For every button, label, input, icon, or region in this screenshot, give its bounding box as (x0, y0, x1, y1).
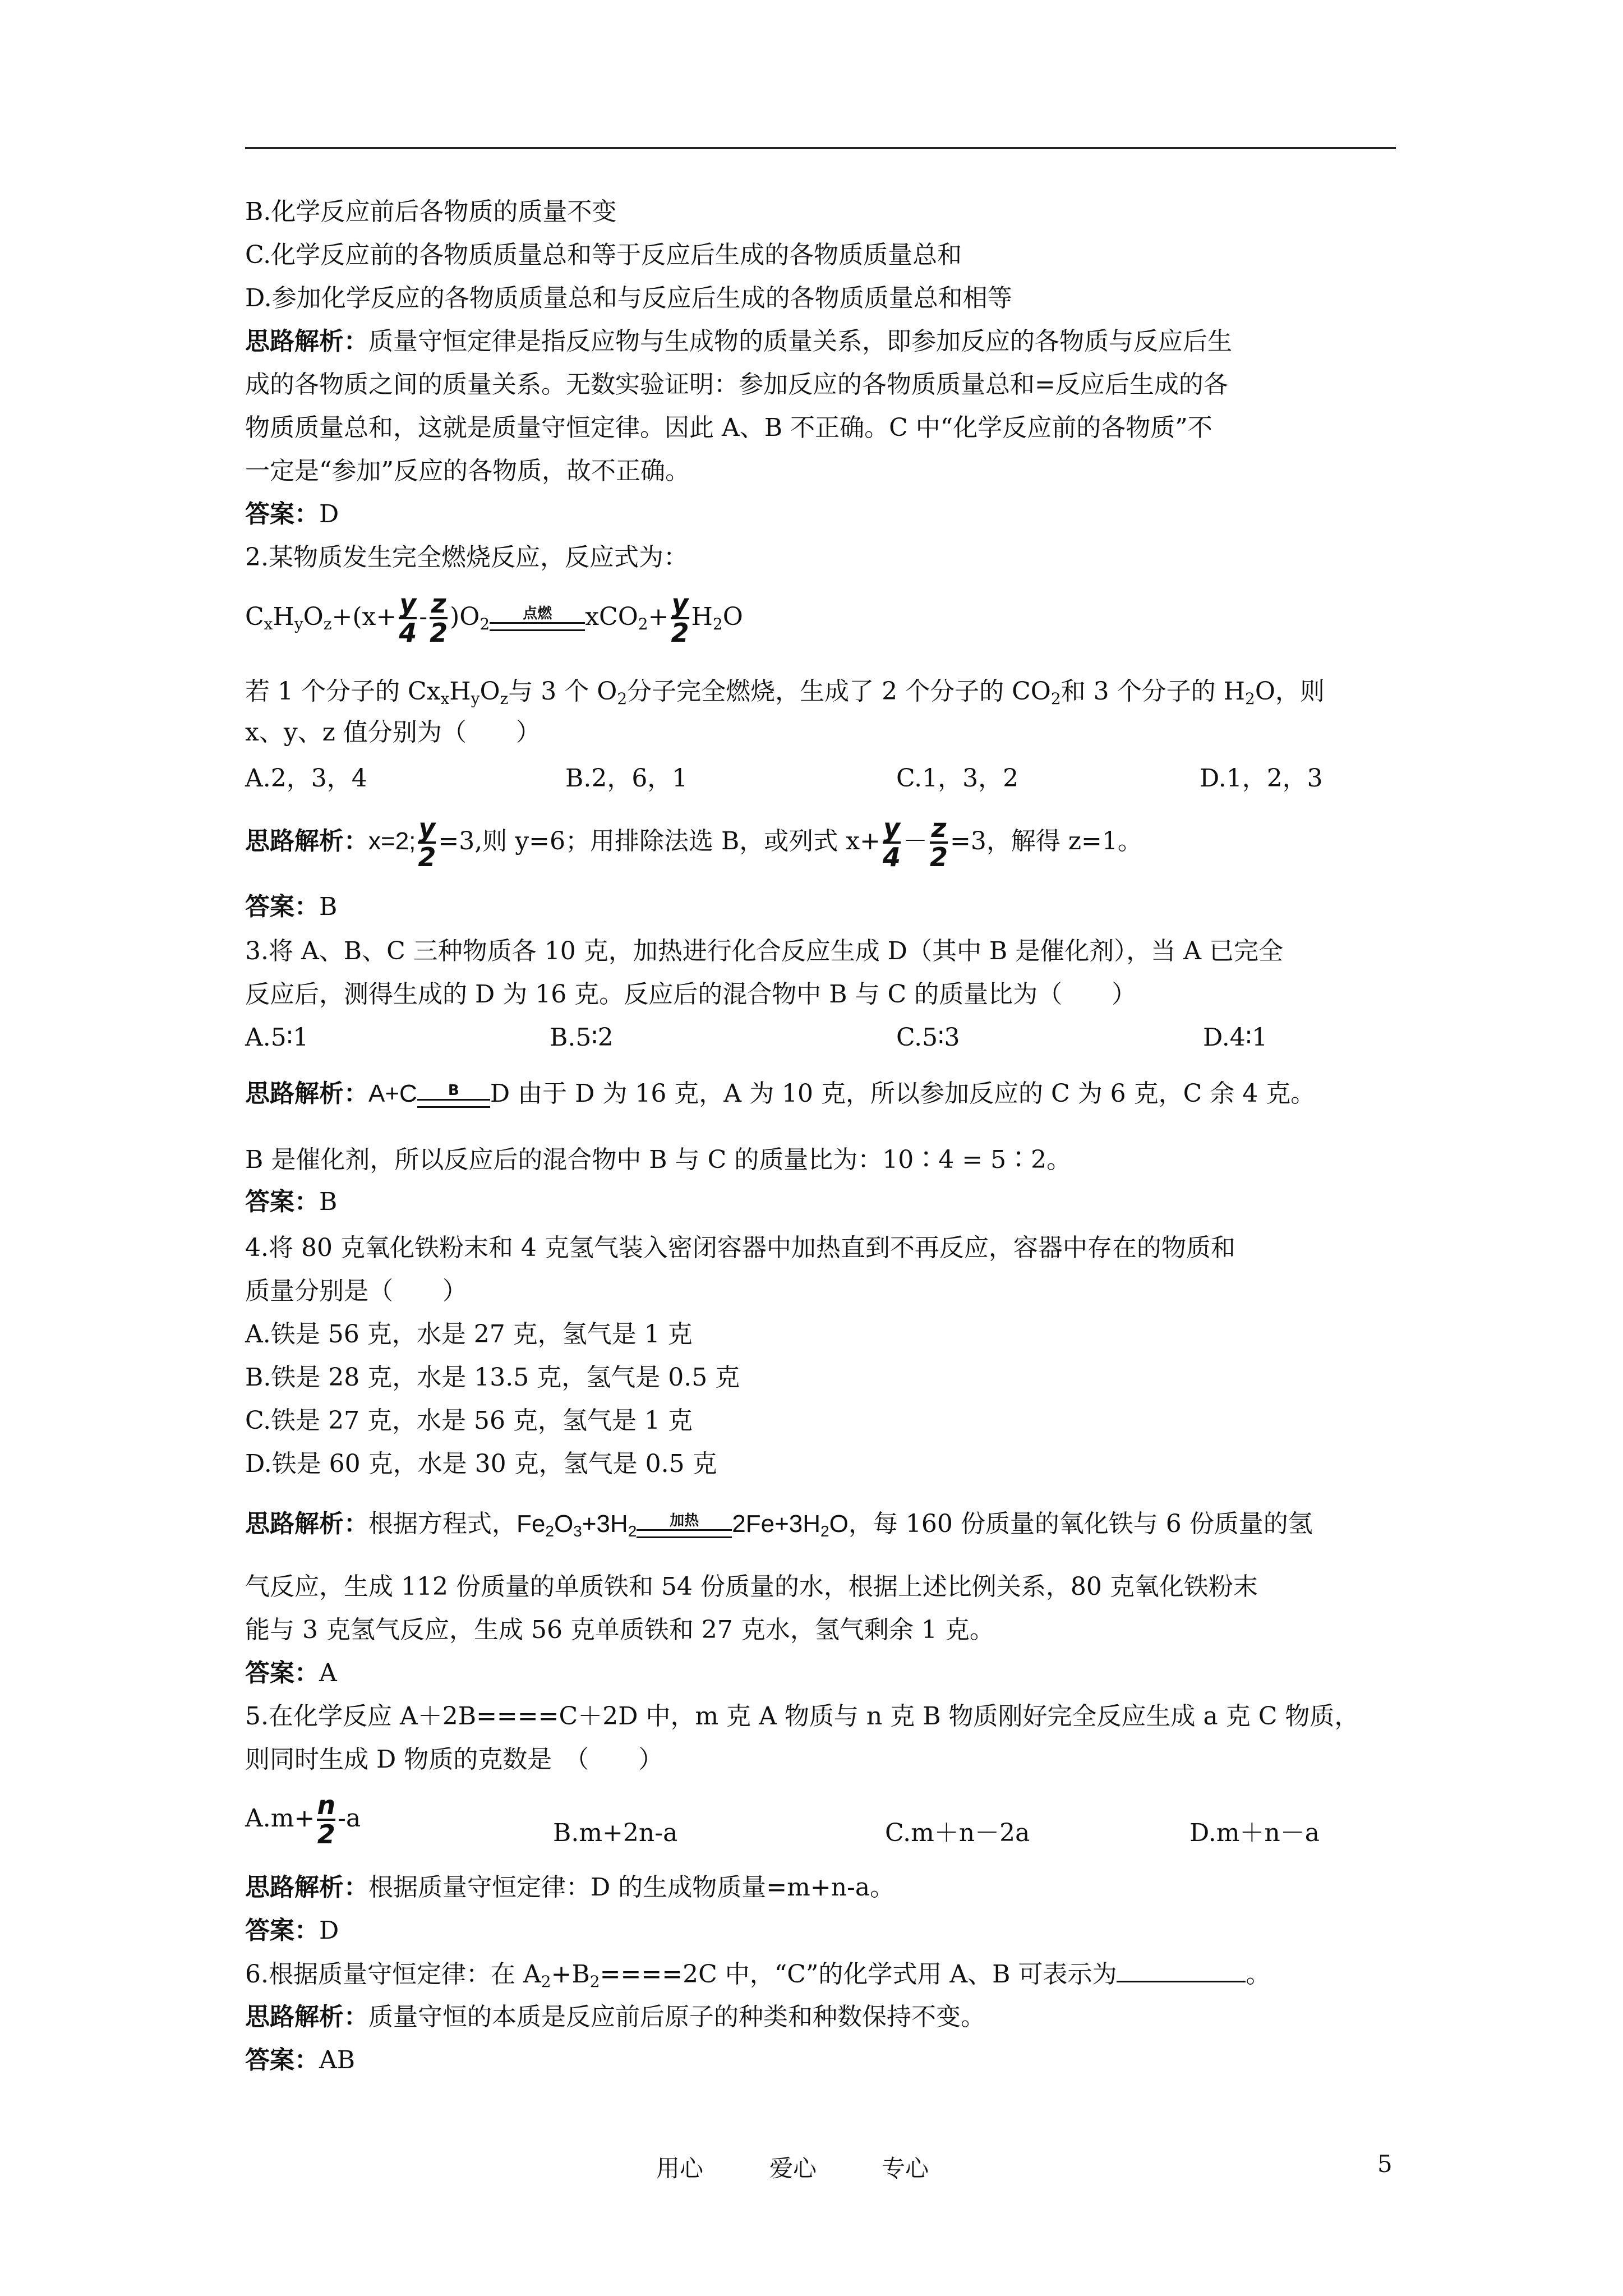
analysis-1-line-1: 思路解析：质量守恒定律是指反应物与生成物的质量关系，即参加反应的各物质与反应后生 (245, 327, 1232, 356)
option-b: B.化学反应前后各物质的质量不变 (245, 197, 617, 226)
analysis-1-line-4: 一定是“参加”反应的各物质，故不正确。 (245, 457, 690, 485)
analysis-2: 思路解析：x=2; $\frac{y}{2}$ =3,则 y=6；用排除法选 B，或列式 x+ $\frac{y}{4}$ － $\frac{z}{2}$ =3，解得 z=1。 (245, 813, 1142, 873)
page-number: 5 (1377, 2150, 1393, 2178)
catalyst-condition: B (417, 1083, 490, 1108)
fraction-z-over-2: $\frac{z}{2}$ (430, 588, 448, 648)
analysis-1-line-2: 成的各物质之间的质量关系。无数实验证明：参加反应的各物质质量总和=反应后生成的各 (245, 370, 1228, 399)
answer-blank (1117, 1962, 1246, 1982)
analysis-3-line-2: B 是催化剂，所以反应后的混合物中 B 与 C 的质量比为：10∶4 = 5∶2。 (245, 1145, 1072, 1174)
fraction-y-over-2: $\frac{y}{2}$ (671, 588, 689, 648)
question-2-line-2: 若 1 个分子的 $Cx_xH_yO_z$与 3 个 $O_2$分子完全燃烧，生成了 2 个分子的 $CO_2$和 3 个分子的 $H_2O$，则 (245, 677, 1325, 708)
question-5-line-2: 则同时生成 D 物质的克数是 （ ） (245, 1745, 663, 1774)
q4-option-b: B.铁是 28 克，水是 13.5 克，氢气是 0.5 克 (245, 1363, 740, 1392)
q5-option-d: D.m＋n－a (1189, 1819, 1320, 1847)
question-4-line-2: 质量分别是（ ） (245, 1277, 467, 1305)
q5-option-b: B.m+2n-a (553, 1819, 678, 1847)
q3-option-d: D.4∶1 (1203, 1023, 1268, 1052)
analysis-6: 思路解析：质量守恒的本质是反应前后原子的种类和种数保持不变。 (245, 2003, 985, 2031)
heat-condition: 加热 (637, 1513, 732, 1538)
footer-motto-1: 用心 (656, 2155, 704, 2182)
answer-1: 答案：D (245, 500, 339, 528)
option-c: C.化学反应前的各物质质量总和等于反应后生成的各物质质量总和 (245, 241, 962, 269)
question-2: 2.某物质发生完全燃烧反应，反应式为： (245, 543, 688, 572)
equation-2: $C_xH_yO_z+(x+$ $\frac{y}{4}$ - $\frac{z}{2}$ )$O_2$ 点燃 xCO$_2$+ $\frac{y}{2}$ $H_2O$ (245, 588, 743, 648)
q3-option-c: C.5∶3 (896, 1023, 960, 1052)
question-6: 6.根据质量守恒定律：在 $A_2+B_2====2C$ 中，“C”的化学式用 A、B 可表示为 。 (245, 1960, 1271, 1991)
answer-6: 答案：AB (245, 2046, 356, 2074)
q3-option-b: B.5∶2 (550, 1023, 614, 1052)
q4-option-a: A.铁是 56 克，水是 27 克，氢气是 1 克 (245, 1320, 693, 1349)
q3-option-a: A.5∶1 (245, 1023, 309, 1052)
footer-motto-3: 专心 (882, 2155, 929, 2182)
question-5-line-1: 5.在化学反应 A＋2B====C＋2D 中，m 克 A 物质与 n 克 B 物质刚好完全反应生成 a 克 C 物质， (245, 1702, 1359, 1731)
question-3-line-2: 反应后，测得生成的 D 为 16 克。反应后的混合物中 B 与 C 的质量比为（ ） (245, 980, 1137, 1009)
analysis-5: 思路解析：根据质量守恒定律：D 的生成物质量=m+n-a。 (245, 1873, 895, 1902)
question-3-line-1: 3.将 A、B、C 三种物质各 10 克，加热进行化合反应生成 D（其中 B 是催化剂），当 A 已完全 (245, 937, 1284, 965)
answer-4: 答案：A (245, 1659, 337, 1687)
q4-option-d: D.铁是 60 克，水是 30 克，氢气是 0.5 克 (245, 1450, 717, 1478)
answer-5: 答案：D (245, 1916, 339, 1945)
analysis-4-line-2: 气反应，生成 112 份质量的单质铁和 54 份质量的水，根据上述比例关系，80 克氧化铁粉末 (245, 1572, 1258, 1601)
fraction-y-over-4: $\frac{y}{4}$ (399, 588, 417, 648)
analysis-4-line-3: 能与 3 克氢气反应，生成 56 克单质铁和 27 克水，氢气剩余 1 克。 (245, 1616, 994, 1644)
q4-option-c: C.铁是 27 克，水是 56 克，氢气是 1 克 (245, 1406, 693, 1435)
q2-option-c: C.1，3，2 (896, 764, 1019, 793)
q2-option-a: A.2，3，4 (245, 764, 367, 793)
q2-option-d: D.1，2，3 (1200, 764, 1323, 793)
answer-3: 答案：B (245, 1188, 338, 1216)
analysis-1-line-3: 物质质量总和，这就是质量守恒定律。因此 A、B 不正确。C 中“化学反应前的各物质”不 (245, 413, 1212, 442)
analysis-4-line-1: 思路解析：根据方程式，$Fe_2O_3+3H_2$ 加热 $2Fe+3H_2O$，每 160 份质量的氧化铁与 6 份质量的氢 (245, 1510, 1313, 1540)
option-d: D.参加化学反应的各物质质量总和与反应后生成的各物质质量总和相等 (245, 284, 1012, 312)
question-4-line-1: 4.将 80 克氧化铁粉末和 4 克氢气装入密闭容器中加热直到不再反应，容器中存在的物质和 (245, 1234, 1235, 1262)
question-2-line-3: x、y、z 值分别为（ ） (245, 718, 541, 747)
answer-2: 答案：B (245, 892, 338, 921)
reaction-condition: 点燃 (490, 606, 585, 631)
q5-option-a: A.m+ $\frac{n}{2}$ -a (245, 1790, 361, 1850)
q5-option-c: C.m＋n－2a (885, 1819, 1030, 1847)
footer-motto-2: 爱心 (769, 2155, 817, 2182)
header-rule (245, 147, 1396, 149)
q2-option-b: B.2，6，1 (565, 764, 688, 793)
analysis-3-line-1: 思路解析：A+C B D 由于 D 为 16 克，A 为 10 克，所以参加反应的 C 为 6 克，C 余 4 克。 (245, 1079, 1316, 1108)
